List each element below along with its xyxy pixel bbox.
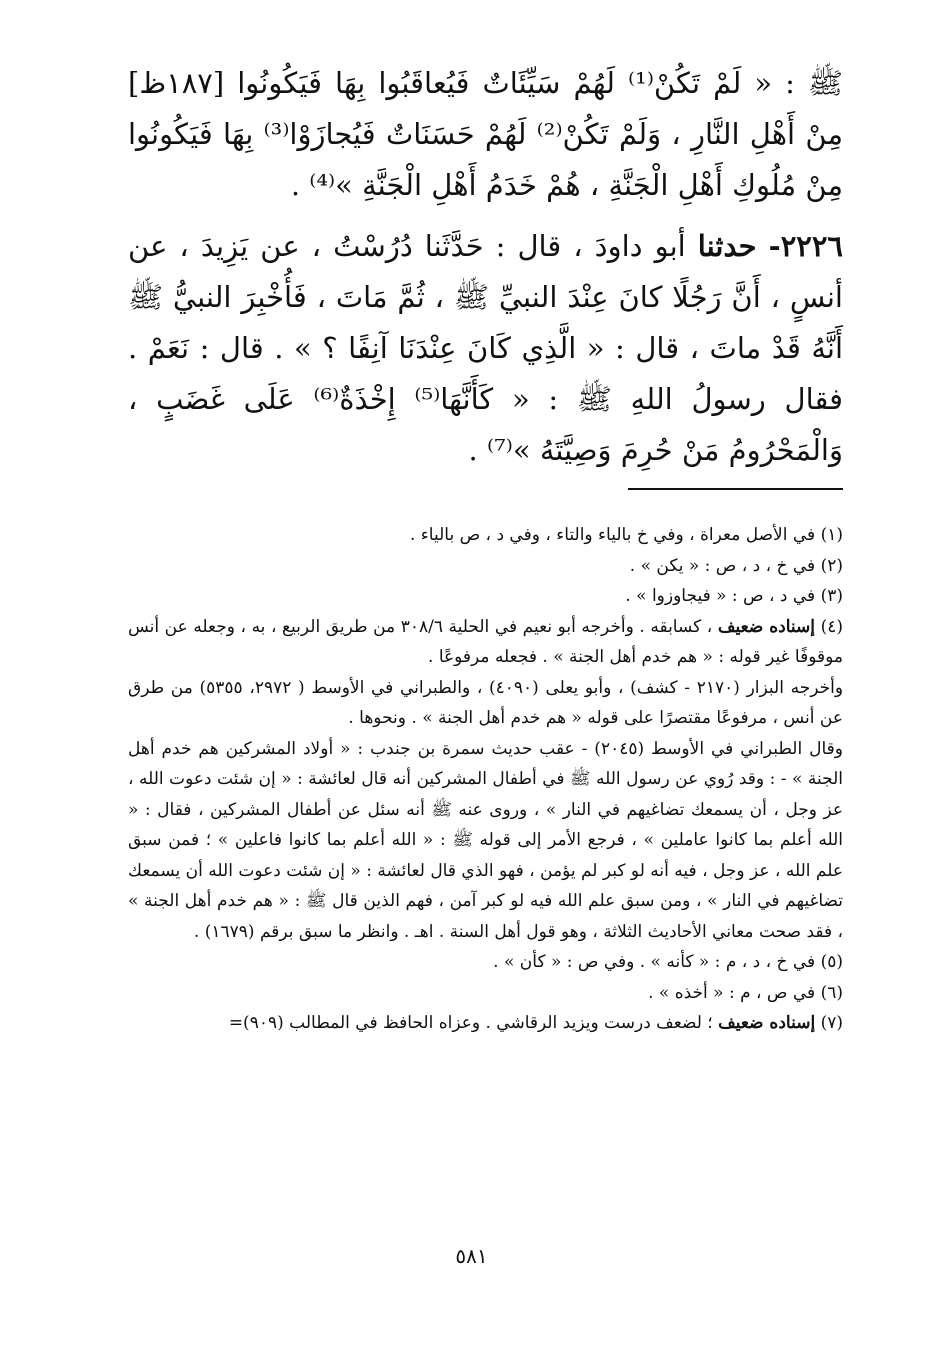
footnote-1: (١) في الأصل معراة ، وفي خ بالياء والتاء ، وفي د ، ص بالياء . [410, 525, 843, 545]
hadith-text: أبو داودَ ، قال : حَدَّثَنا دُرُسْتُ ، عن يَزِيدَ ، عن أنسٍ ، أَنَّ رَجُلًا كانَ عِنْدَ النبيِّ ﷺ ، ثُمَّ مَاتَ ، فَأُخْبِرَ النبيُّ ﷺ أَنَّهُ قَدْ ماتَ ، قال : « الَّذِي كَانَ عِنْدَنَا آنِفًا ؟ » . قال : نَعَمْ . فقال رسولُ اللهِ ﷺ : « كَأَنَّهَا⁽⁵⁾ إِخْذَةٌ⁽⁶⁾ عَلَى غَضَبٍ ، وَالْمَحْرُومُ مَنْ حُرِمَ وَصِيَّتَهُ »⁽⁷⁾ . [128, 229, 843, 467]
footnote-7 [128, 1008, 843, 1039]
footnote-3: (٣) في د ، ص : « فيجاوزوا » . [625, 586, 843, 606]
footnote-7-grading: إسناده ضعيف [718, 1013, 816, 1033]
hadith-number: ٢٢٢٦- [768, 229, 843, 263]
footnote-6: (٦) في ص ، م : « أخذه » . [648, 982, 843, 1003]
footnote-4-paragraph-2: وأخرجه البزار (٢١٧٠ - كشف) ، وأبو يعلى (٤٠٩٠) ، والطبراني في الأوسط ( ٢٩٧٢، ٥٣٥٥) من طرق عن أنس ، مرفوعًا مقتصرًا على قوله « هم خدم أهل الجنة » . ونحوها . [128, 677, 844, 728]
footnote-divider [628, 488, 843, 490]
hadith-continuation-paragraph: ﷺ : « لَمْ تَكُنْ⁽¹⁾ لَهُمْ سَيِّئَاتٌ فَيُعاقَبُوا بِهَا فَيَكُونُوا [١٨٧ظ] مِنْ أَهْلِ النَّارِ ، وَلَمْ تَكُنْ⁽²⁾ لَهُمْ حَسَنَاتٌ فَيُجازَوْا⁽³⁾ بِهَا فَيَكُونُوا مِنْ مُلُوكِ أَهْلِ الْجَنَّةِ ، هُمْ خَدَمُ أَهْلِ الْجَنَّةِ »⁽⁴⁾ . [128, 66, 843, 202]
footnote-7-number: (٧) [820, 1013, 843, 1033]
footnote-7-text: ؛ لضعف درست ويزيد الرقاشي . وعزاه الحافظ في المطالب (٩٠٩)= [228, 1013, 713, 1033]
footnote-4-number: (٤) [820, 616, 844, 637]
footnote-5: (٥) في خ ، د ، م : « كأنه » . وفي ص : « كأن » . [493, 952, 843, 972]
footnote-2: (٢) في خ ، د ، ص : « يكن » . [629, 555, 843, 576]
footnote-4-grading: إسناده ضعيف [717, 616, 816, 637]
hadith-lead-word: حدثنا [697, 229, 757, 263]
hadith-2226-paragraph [128, 221, 843, 476]
footnote-4 [128, 612, 843, 673]
page-number: ٥٨١ [455, 1244, 488, 1268]
footnotes [128, 520, 843, 1039]
footnote-4-text: ، كسابقه . وأخرجه أبو نعيم في الحلية ٣٠٨/٦ من طريق الربيع ، به ، وجعله عن أنس موقوفًا غير قوله : « هم خدم أهل الجنة » . فجعله مرفوعًا . [128, 616, 843, 667]
footnote-4-paragraph-3: وقال الطبراني في الأوسط (٢٠٤٥) - عقب حديث سمرة بن جندب : « أولاد المشركين هم خدم أهل الجنة » - : وقد رُوي عن رسول الله ﷺ في أطفال المشركين أنه قال لعائشة : « إن شئت دعوت الله ، عز وجل ، أن يسمعك تضاغيهم في النار » ، وروى عنه ﷺ أنه سئل عن أطفال المشركين ، فقال : « الله أعلم بما كانوا عاملين » ، فرجع الأمر إلى قوله ﷺ : « الله أعلم بما كانوا فاعلين » ؛ فمن سبق علم الله ، عز وجل ، فيه أنه لو كبر لم يؤمن ، فهو الذي قال لعائشة : « إن شئت دعوت الله أن يسمعك تضاغيهم في النار » ، ومن سبق علم الله فيه لو كبر آمن ، فهم الذين قال ﷺ : « هم خدم أهل الجنة » ، فقد صحت معاني الأحاديث الثلاثة ، وهو قول أهل السنة . اهـ . وانظر ما سبق برقم (١٦٧٩) . [128, 738, 843, 942]
main-text [128, 58, 843, 476]
